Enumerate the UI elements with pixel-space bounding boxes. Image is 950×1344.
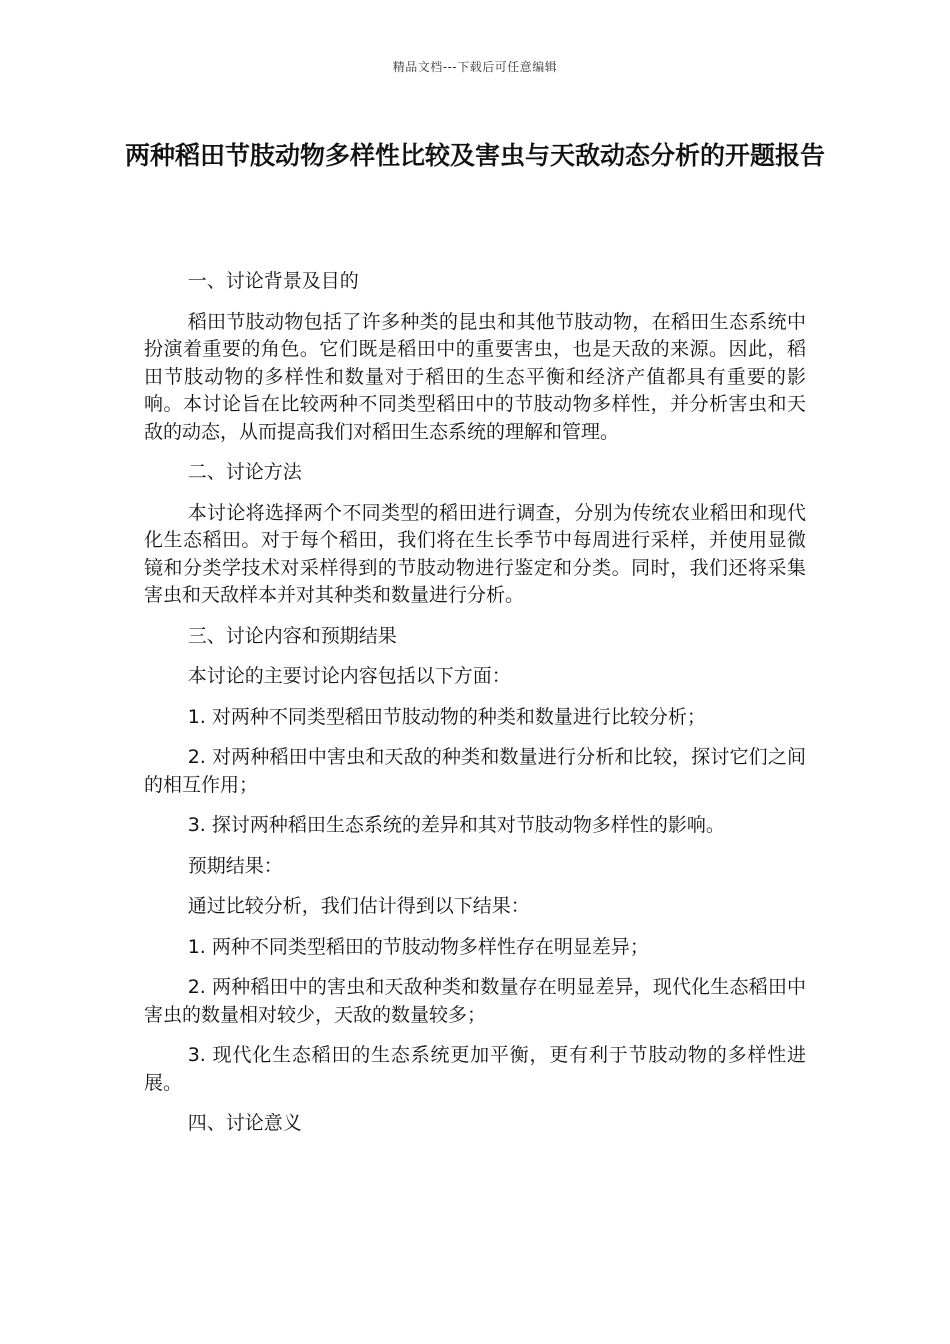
paragraph-expected-intro: 通过比较分析，我们估计得到以下结果： bbox=[187, 895, 530, 917]
list-item-content-1: 1. 对两种不同类型稻田节肢动物的种类和数量进行比较分析； bbox=[187, 705, 706, 728]
section-heading-methods: 二、讨论方法 bbox=[187, 461, 302, 483]
paragraph-background: 稻田节肢动物包括了许多种类的昆虫和其他节肢动物，在稻田生态系统中扮演着重要的角色。它们既是稻田中的重要害虫，也是天敌的来源。因此，稻田节肢动物的多样性和数量对于稻田的生态平衡和经济产值都具有重要的影响。本讨论旨在比较两种不同类型稻田中的节肢动物多样性，并分析害虫和天敌的动态，从而提高我们对稻田生态系统的理解和管理。 bbox=[144, 310, 806, 443]
document-body bbox=[144, 268, 806, 1151]
expected-results-label: 预期结果： bbox=[187, 854, 283, 877]
list-item-expected-1: 1. 两种不同类型稻田的节肢动物多样性存在明显差异； bbox=[187, 935, 649, 958]
paragraph-content-intro: 本讨论的主要讨论内容包括以下方面： bbox=[187, 665, 511, 687]
list-item-expected-2: 2. 两种稻田中的害虫和天敌种类和数量存在明显差异，现代化生态稻田中害虫的数量相对较少，天敌的数量较多； bbox=[144, 976, 806, 1026]
list-item-content-2: 2. 对两种稻田中害虫和天敌的种类和数量进行分析和比较，探讨它们之间的相互作用； bbox=[144, 746, 806, 796]
section-heading-content: 三、讨论内容和预期结果 bbox=[187, 624, 397, 647]
section-heading-significance: 四、讨论意义 bbox=[187, 1112, 302, 1134]
paragraph-methods: 本讨论将选择两个不同类型的稻田进行调查，分别为传统农业稻田和现代化生态稻田。对于每个稻田，我们将在生长季节中每周进行采样，并使用显微镜和分类学技术对采样得到的节肢动物进行鉴定和分类。同时，我们还将采集害虫和天敌样本并对其种类和数量进行分析。 bbox=[144, 501, 806, 606]
list-item-expected-3: 3. 现代化生态稻田的生态系统更加平衡，更有利于节肢动物的多样性进展。 bbox=[144, 1044, 806, 1094]
page-header: 精品文档---下载后可任意编辑 bbox=[392, 60, 558, 74]
document-title: 两种稻田节肢动物多样性比较及害虫与天敌动态分析的开题报告 bbox=[124, 141, 825, 170]
section-heading-background: 一、讨论背景及目的 bbox=[187, 270, 359, 292]
list-item-content-3: 3. 探讨两种稻田生态系统的差异和其对节肢动物多样性的影响。 bbox=[187, 814, 725, 836]
